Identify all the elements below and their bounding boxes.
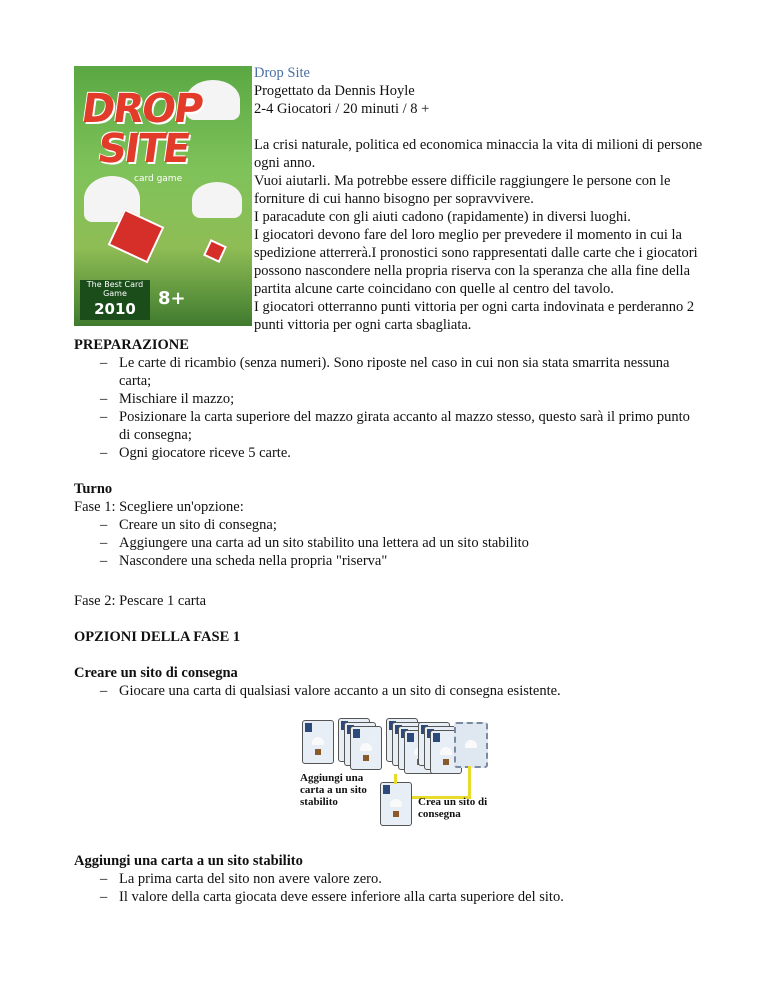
crate-icon [203, 239, 227, 263]
phase1-label: Fase 1: Scegliere un'opzione: [74, 499, 244, 515]
award-text: The Best Card Game [86, 280, 144, 298]
intro-block [254, 64, 704, 334]
cover-title-line2: SITE [94, 126, 192, 172]
list-item: – Le carte di ricambio (senza numeri). Sono riposte nel caso in cui non sia stata smarrita nessuna carta; [74, 354, 704, 390]
add-card-list [74, 870, 704, 906]
turn-section [74, 480, 704, 570]
new-site-placeholder-card [454, 722, 488, 768]
create-site-section [74, 664, 704, 700]
setup-heading: PREPARAZIONE [74, 337, 189, 353]
cover-subtitle: card game [134, 174, 183, 184]
arrow-connector [394, 774, 397, 784]
description-paragraph: La crisi naturale, politica ed economica minaccia la vita di milioni di persone ogni anno. [254, 137, 703, 171]
play-illustration [296, 716, 512, 828]
award-badge [80, 280, 150, 320]
setup-section [74, 336, 704, 462]
parachute-icon [192, 182, 242, 218]
list-item: – La prima carta del sito non avere valore zero. [74, 870, 704, 888]
list-item: – Posizionare la carta superiore del mazzo girata accanto al mazzo stesso, questo sarà il primo punto di consegna; [74, 408, 704, 444]
description-paragraph: I paracadute con gli aiuti cadono (rapidamente) in diversi luoghi. [254, 209, 631, 225]
game-box-cover-image [74, 66, 252, 326]
phase1-options [74, 516, 704, 570]
create-site-heading: Creare un sito di consegna [74, 665, 238, 681]
description-paragraph: I giocatori otterranno punti vittoria per ogni carta indovinata e perderanno 2 punti vittoria per ogni carta sbagliata. [254, 299, 695, 333]
game-title: Drop Site [254, 65, 310, 81]
description-paragraph: I giocatori devono fare del loro meglio per prevedere il momento in cui la spedizione atterrerà.I pronostici sono rappresentati dalle carte che i giocatori possono nascondere nella propria riserva con la speranza che alla fine della partita alcune carte coincidano con quelle al centro del tavolo. [254, 227, 698, 297]
add-card-section [74, 852, 704, 906]
caption-create-site: Crea un sito di consegna [418, 796, 488, 820]
create-site-list [74, 682, 704, 700]
game-info-line: 2-4 Giocatori / 20 minuti / 8 + [254, 101, 430, 117]
setup-list [74, 354, 704, 462]
list-item: – Creare un sito di consegna; [74, 516, 704, 534]
list-item: – Ogni giocatore riceve 5 carte. [74, 444, 704, 462]
award-year: 2010 [94, 300, 136, 318]
list-item: – Nascondere una scheda nella propria "riserva" [74, 552, 704, 570]
card-image [302, 720, 334, 764]
list-item: – Aggiungere una carta ad un sito stabilito una lettera ad un sito stabilito [74, 534, 704, 552]
designer-line: Progettato da Dennis Hoyle [254, 83, 415, 99]
phase2-block [74, 592, 704, 610]
options-section [74, 628, 704, 646]
description-paragraph: Vuoi aiutarli. Ma potrebbe essere difficile raggiungere le persone con le forniture di cui hanno bisogno per sopravvivere. [254, 173, 671, 207]
card-image [350, 726, 382, 770]
age-rating: 8+ [158, 288, 186, 309]
cover-title-line1: DROP [78, 86, 205, 132]
add-card-heading: Aggiungi una carta a un sito stabilito [74, 853, 303, 869]
options-heading: OPZIONI DELLA FASE 1 [74, 629, 241, 645]
phase2-label: Fase 2: Pescare 1 carta [74, 593, 207, 609]
list-item: – Giocare una carta di qualsiasi valore accanto a un sito di consegna esistente. [74, 682, 704, 700]
arrow-connector [468, 766, 471, 799]
turn-heading: Turno [74, 481, 113, 497]
caption-add-card: Aggiungi una carta a un sito stabilito [300, 772, 367, 808]
list-item: – Il valore della carta giocata deve essere inferiore alla carta superiore del sito. [74, 888, 704, 906]
list-item: – Mischiare il mazzo; [74, 390, 704, 408]
card-image [380, 782, 412, 826]
